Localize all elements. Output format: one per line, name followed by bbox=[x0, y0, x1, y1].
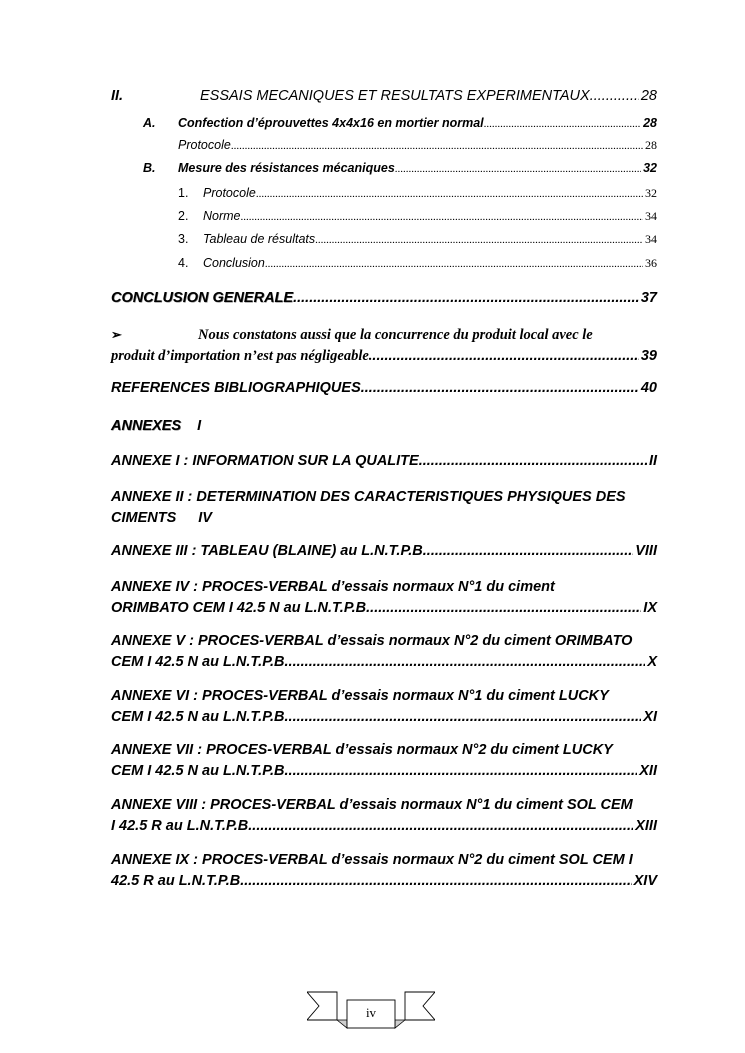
toc-num: B. bbox=[143, 161, 156, 175]
toc-title: ANNEXES bbox=[111, 418, 182, 434]
annex-line-2: CEM I 42.5 N au L.N.T.P.B. bbox=[111, 763, 289, 779]
toc-num: A. bbox=[143, 116, 156, 130]
toc-page: 34 bbox=[645, 232, 657, 246]
toc-title: Confection d’éprouvettes 4x4x16 en mortier normal bbox=[178, 116, 484, 130]
annex-line-2: ORIMBATO CEM I 42.5 N au L.N.T.P.B bbox=[111, 600, 367, 616]
toc-entry-b-2[interactable] bbox=[178, 209, 657, 224]
toc-title: REFERENCES BIBLIOGRAPHIQUES bbox=[111, 380, 361, 396]
dot-leader bbox=[231, 140, 643, 152]
toc-page: IV bbox=[198, 510, 212, 526]
toc-entry-annexes[interactable] bbox=[111, 418, 657, 434]
toc-entry-annex-1[interactable] bbox=[111, 453, 657, 469]
toc-entry-b-4[interactable] bbox=[178, 256, 657, 271]
toc-entry-references[interactable] bbox=[111, 380, 657, 396]
dot-leader bbox=[361, 380, 639, 396]
arrow-bullet-icon: ➢ bbox=[111, 327, 122, 342]
toc-page: VIII bbox=[635, 543, 657, 559]
toc-num: II. bbox=[111, 88, 124, 104]
dot-leader bbox=[265, 258, 643, 270]
annex-line-1: ANNEXE IV : PROCES-VERBAL d’essais normaux N°1 du ciment bbox=[111, 579, 555, 595]
toc-num: 1. bbox=[178, 186, 189, 200]
dot-leader bbox=[293, 290, 639, 306]
toc-entry-b-1[interactable] bbox=[178, 186, 657, 201]
toc-page: I bbox=[197, 418, 202, 434]
toc-entry-section-a[interactable] bbox=[143, 116, 657, 130]
toc-entry-b-3[interactable] bbox=[178, 232, 657, 247]
toc-num: 3. bbox=[178, 232, 189, 246]
toc-page: X bbox=[647, 654, 657, 670]
dot-leader bbox=[256, 188, 643, 200]
toc-page: 36 bbox=[645, 256, 657, 270]
toc-page: XIII bbox=[635, 818, 657, 834]
dot-leader bbox=[315, 234, 643, 246]
annex-line-2: CEM I 42.5 N au L.N.T.P.B. bbox=[111, 709, 289, 725]
dot-leader bbox=[252, 816, 633, 837]
toc-page: 37 bbox=[640, 290, 657, 306]
toc-page: XIV bbox=[633, 873, 657, 889]
toc-entry-section-a-protocole[interactable] bbox=[178, 138, 657, 153]
toc-num: 4. bbox=[178, 256, 189, 270]
toc-page: 40 bbox=[640, 380, 657, 396]
toc-page: 28 bbox=[640, 88, 657, 104]
toc-entry-section-ii[interactable] bbox=[111, 88, 657, 104]
toc-page: 39 bbox=[640, 348, 657, 364]
toc-page: II bbox=[648, 453, 657, 469]
toc-title: Mesure des résistances mécaniques bbox=[178, 161, 395, 175]
toc-page: 28 bbox=[643, 116, 657, 130]
toc-page: 28 bbox=[645, 138, 657, 152]
toc-title: CONCLUSION GENERALE bbox=[111, 290, 294, 306]
annex-line-2: CIMENTS bbox=[111, 510, 177, 526]
annex-line-1: ANNEXE VII : PROCES-VERBAL d’essais normaux N°2 du ciment LUCKY bbox=[111, 742, 613, 758]
toc-entry-annex-2[interactable] bbox=[111, 487, 657, 529]
toc-entry-annex-8[interactable] bbox=[111, 795, 657, 837]
toc-entry-annex-6[interactable] bbox=[111, 686, 657, 728]
annex-line-1: ANNEXE IX : PROCES-VERBAL d’essais normaux N°2 du ciment SOL CEM I bbox=[111, 852, 633, 868]
dot-leader bbox=[244, 871, 631, 892]
toc-page: XII bbox=[639, 763, 657, 779]
dot-leader bbox=[289, 707, 642, 728]
dot-leader bbox=[366, 598, 641, 619]
toc-title: Protocole bbox=[178, 138, 231, 152]
toc-entry-annex-4[interactable] bbox=[111, 577, 657, 619]
toc-title: Conclusion bbox=[203, 256, 265, 270]
dot-leader bbox=[372, 346, 638, 367]
paragraph-line-2: produit d’importation n’est pas négligeable. bbox=[111, 348, 373, 364]
toc-title: Tableau de résultats bbox=[203, 232, 316, 246]
toc-title: ANNEXE III : TABLEAU (BLAINE) au L.N.T.P.B bbox=[111, 543, 423, 559]
toc-entry-section-b[interactable] bbox=[143, 161, 657, 175]
toc-page: XI bbox=[643, 709, 657, 725]
toc-num: 2. bbox=[178, 209, 189, 223]
toc-entry-annex-3[interactable] bbox=[111, 543, 657, 559]
dot-leader bbox=[590, 88, 639, 104]
toc-entry-annex-5[interactable] bbox=[111, 631, 657, 673]
page-number: iv bbox=[365, 1005, 377, 1020]
toc-page: 34 bbox=[645, 209, 657, 223]
annex-line-1: ANNEXE VIII : PROCES-VERBAL d’essais normaux N°1 du ciment SOL CEM bbox=[111, 797, 633, 813]
dot-leader bbox=[423, 543, 633, 559]
toc-page: 32 bbox=[643, 161, 657, 175]
dot-leader bbox=[289, 761, 638, 782]
dot-leader bbox=[241, 211, 643, 223]
dot-leader bbox=[395, 163, 641, 175]
dot-leader bbox=[289, 652, 646, 673]
dot-leader bbox=[484, 118, 641, 130]
annex-line-1: ANNEXE V : PROCES-VERBAL d’essais normaux N°2 du ciment ORIMBATO bbox=[111, 633, 633, 649]
annex-line-1: ANNEXE VI : PROCES-VERBAL d’essais normaux N°1 du ciment LUCKY bbox=[111, 688, 609, 704]
toc-title: Norme bbox=[203, 209, 241, 223]
toc-entry-annex-9[interactable] bbox=[111, 850, 657, 892]
toc-entry-conclusion-generale[interactable] bbox=[111, 290, 657, 306]
toc-entry-bullet-paragraph[interactable] bbox=[111, 324, 657, 367]
annex-line-1: ANNEXE II : DETERMINATION DES CARACTERISTIQUES PHYSIQUES DES bbox=[111, 489, 626, 505]
toc-title: ANNEXE I : INFORMATION SUR LA QUALITE bbox=[111, 453, 419, 469]
page-number-ribbon bbox=[307, 990, 435, 1030]
toc-title: Protocole bbox=[203, 186, 256, 200]
toc-page: 32 bbox=[645, 186, 657, 200]
toc-title: ESSAIS MECANIQUES ET RESULTATS EXPERIMENTAUX bbox=[200, 88, 590, 104]
annex-line-2: I 42.5 R au L.N.T.P.B. bbox=[111, 818, 253, 834]
annex-line-2: CEM I 42.5 N au L.N.T.P.B. bbox=[111, 654, 289, 670]
annex-line-2: 42.5 R au L.N.T.P.B. bbox=[111, 873, 245, 889]
paragraph-line-1: Nous constatons aussi que la concurrence du produit local avec le bbox=[198, 327, 593, 343]
toc-entry-annex-7[interactable] bbox=[111, 740, 657, 782]
dot-leader bbox=[419, 453, 647, 469]
toc-page: IX bbox=[643, 600, 657, 616]
